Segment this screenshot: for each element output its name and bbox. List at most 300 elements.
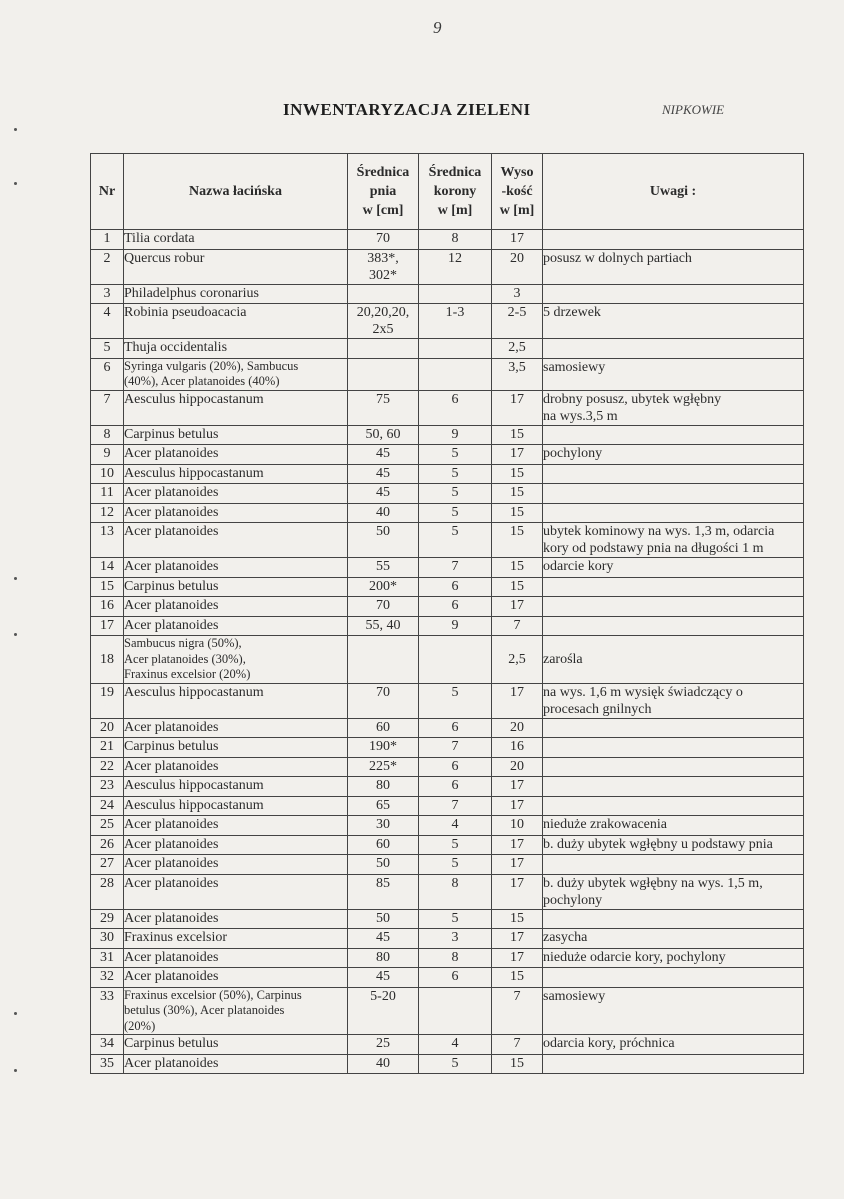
cell-notes xyxy=(543,855,804,875)
cell-notes xyxy=(543,738,804,758)
header-line: -kość xyxy=(501,184,533,199)
cell-height: 15 xyxy=(492,503,543,523)
cell-latin-name xyxy=(124,929,348,949)
cell-nr: 3 xyxy=(91,284,124,304)
table-row xyxy=(91,484,804,504)
trunk-value: 302* xyxy=(369,267,397,283)
header-line: w [cm] xyxy=(362,203,404,218)
latin-name-line: Aesculus hippocastanum xyxy=(124,778,264,793)
cell-crown-diameter: 3 xyxy=(419,929,492,949)
cell-latin-name xyxy=(124,683,348,718)
cell-nr: 27 xyxy=(91,855,124,875)
trunk-value: 5-20 xyxy=(370,988,396,1004)
cell-latin-name xyxy=(124,425,348,445)
cell-nr: 10 xyxy=(91,464,124,484)
cell-crown-diameter: 5 xyxy=(419,835,492,855)
cell-height: 15 xyxy=(492,558,543,578)
cell-notes xyxy=(543,249,804,284)
cell-trunk-diameter xyxy=(348,523,419,558)
cell-notes xyxy=(543,597,804,617)
table-row xyxy=(91,304,804,339)
margin-mark xyxy=(14,633,17,636)
cell-trunk-diameter xyxy=(348,464,419,484)
note-line: posusz w dolnych partiach xyxy=(543,250,692,266)
note-line: zasycha xyxy=(543,930,588,945)
cell-crown-diameter xyxy=(419,284,492,304)
trunk-value: 85 xyxy=(376,875,390,891)
cell-nr: 28 xyxy=(91,874,124,909)
note-line: ubytek kominowy na wys. 1,3 m, odarcia xyxy=(543,524,775,539)
cell-latin-name xyxy=(124,484,348,504)
cell-notes xyxy=(543,816,804,836)
cell-height: 20 xyxy=(492,718,543,738)
note-line: b. duży ubytek wgłębny na wys. 1,5 m, xyxy=(543,875,763,891)
trunk-value: 50 xyxy=(376,910,390,926)
cell-nr: 13 xyxy=(91,523,124,558)
cell-notes xyxy=(543,929,804,949)
latin-name-line: Acer platanoides xyxy=(124,446,219,461)
cell-nr: 19 xyxy=(91,683,124,718)
margin-mark xyxy=(14,128,17,131)
trunk-value: 55 xyxy=(376,559,390,574)
cell-trunk-diameter xyxy=(348,796,419,816)
cell-notes xyxy=(543,777,804,797)
table-row xyxy=(91,464,804,484)
cell-crown-diameter: 5 xyxy=(419,464,492,484)
table-row xyxy=(91,230,804,250)
table-row xyxy=(91,909,804,929)
latin-name-line: Acer platanoides xyxy=(124,875,219,891)
cell-trunk-diameter xyxy=(348,249,419,284)
cell-nr: 25 xyxy=(91,816,124,836)
table-row xyxy=(91,1035,804,1055)
cell-height: 17 xyxy=(492,445,543,465)
cell-notes xyxy=(543,1054,804,1074)
latin-name-line: Syringa vulgaris (20%), Sambucus xyxy=(124,358,299,373)
cell-height: 20 xyxy=(492,249,543,284)
cell-height: 15 xyxy=(492,968,543,988)
header-line: korony xyxy=(433,184,477,199)
cell-crown-diameter: 6 xyxy=(419,968,492,988)
cell-latin-name xyxy=(124,948,348,968)
cell-nr: 30 xyxy=(91,929,124,949)
latin-name-line: Acer platanoides xyxy=(124,817,219,832)
cell-height: 2,5 xyxy=(492,339,543,359)
table-row xyxy=(91,874,804,909)
cell-latin-name xyxy=(124,597,348,617)
cell-nr: 12 xyxy=(91,503,124,523)
table-row xyxy=(91,855,804,875)
cell-nr: 15 xyxy=(91,577,124,597)
header-name: Nazwa łacińska xyxy=(124,154,348,230)
table-row xyxy=(91,948,804,968)
cell-height: 16 xyxy=(492,738,543,758)
page-number: 9 xyxy=(433,18,442,37)
table-row xyxy=(91,757,804,777)
trunk-value: 30 xyxy=(376,817,390,832)
cell-height: 17 xyxy=(492,230,543,250)
trunk-value: 60 xyxy=(376,719,390,735)
cell-height: 17 xyxy=(492,683,543,718)
table-row xyxy=(91,816,804,836)
table-row xyxy=(91,558,804,578)
cell-crown-diameter: 12 xyxy=(419,249,492,284)
cell-trunk-diameter xyxy=(348,503,419,523)
latin-name-line: Carpinus betulus xyxy=(124,426,219,442)
latin-name-line: Aesculus hippocastanum xyxy=(124,391,264,407)
trunk-value: 50 xyxy=(376,856,390,871)
latin-name-line: Acer platanoides xyxy=(124,969,219,984)
trunk-value: 2x5 xyxy=(372,322,394,337)
cell-latin-name xyxy=(124,358,348,390)
cell-notes xyxy=(543,284,804,304)
cell-nr: 24 xyxy=(91,796,124,816)
cell-trunk-diameter xyxy=(348,230,419,250)
trunk-value: 80 xyxy=(376,778,390,793)
table-row xyxy=(91,577,804,597)
trunk-value: 225* xyxy=(369,758,397,774)
header-line: Wyso xyxy=(500,165,534,180)
latin-name-line: Acer platanoides xyxy=(124,598,219,613)
cell-trunk-diameter xyxy=(348,757,419,777)
table-row xyxy=(91,249,804,284)
cell-crown-diameter: 5 xyxy=(419,445,492,465)
cell-trunk-diameter xyxy=(348,577,419,597)
latin-name-line: Acer platanoides xyxy=(124,504,219,520)
margin-mark xyxy=(14,1012,17,1015)
cell-trunk-diameter xyxy=(348,484,419,504)
margin-mark xyxy=(14,182,17,185)
cell-latin-name xyxy=(124,284,348,304)
cell-trunk-diameter xyxy=(348,339,419,359)
cell-notes xyxy=(543,230,804,250)
cell-nr: 33 xyxy=(91,987,124,1035)
cell-trunk-diameter xyxy=(348,616,419,636)
latin-name-line: (40%), Acer platanoides (40%) xyxy=(124,374,280,388)
latin-name-line: Carpinus betulus xyxy=(124,578,219,594)
cell-height: 17 xyxy=(492,777,543,797)
trunk-value: 190* xyxy=(369,739,397,754)
header-crown-diameter xyxy=(419,154,492,230)
cell-height: 15 xyxy=(492,577,543,597)
table-row xyxy=(91,616,804,636)
cell-notes xyxy=(543,577,804,597)
cell-crown-diameter: 8 xyxy=(419,230,492,250)
table-row xyxy=(91,987,804,1035)
cell-crown-diameter: 7 xyxy=(419,738,492,758)
cell-height: 17 xyxy=(492,390,543,425)
margin-mark xyxy=(14,1069,17,1072)
cell-latin-name xyxy=(124,757,348,777)
table-row xyxy=(91,636,804,684)
latin-name-line: Thuja occidentalis xyxy=(124,340,228,355)
cell-latin-name xyxy=(124,1035,348,1055)
table-body xyxy=(91,230,804,1074)
cell-nr: 32 xyxy=(91,968,124,988)
cell-notes xyxy=(543,874,804,909)
cell-notes xyxy=(543,445,804,465)
latin-name-line: Carpinus betulus xyxy=(124,1036,219,1051)
cell-crown-diameter: 5 xyxy=(419,523,492,558)
cell-latin-name xyxy=(124,249,348,284)
cell-latin-name xyxy=(124,636,348,684)
table-row xyxy=(91,718,804,738)
latin-name-line: Acer platanoides xyxy=(124,836,219,852)
cell-height: 17 xyxy=(492,855,543,875)
cell-height: 20 xyxy=(492,757,543,777)
cell-latin-name xyxy=(124,738,348,758)
cell-trunk-diameter xyxy=(348,909,419,929)
cell-height: 7 xyxy=(492,987,543,1035)
latin-name-line: Acer platanoides xyxy=(124,524,219,539)
trunk-value: 75 xyxy=(376,391,390,407)
header-height xyxy=(492,154,543,230)
trunk-value: 383*, xyxy=(367,250,399,266)
note-line: nieduże zrakowacenia xyxy=(543,817,667,832)
cell-trunk-diameter xyxy=(348,718,419,738)
latin-name-line: Aesculus hippocastanum xyxy=(124,465,264,481)
cell-latin-name xyxy=(124,816,348,836)
note-line: pochylony xyxy=(543,892,603,908)
table-row xyxy=(91,390,804,425)
cell-latin-name xyxy=(124,523,348,558)
cell-notes xyxy=(543,304,804,339)
cell-nr: 6 xyxy=(91,358,124,390)
cell-trunk-diameter xyxy=(348,855,419,875)
cell-trunk-diameter xyxy=(348,597,419,617)
cell-nr: 7 xyxy=(91,390,124,425)
cell-nr: 5 xyxy=(91,339,124,359)
cell-notes xyxy=(543,503,804,523)
cell-notes xyxy=(543,339,804,359)
cell-notes xyxy=(543,796,804,816)
table-row xyxy=(91,284,804,304)
cell-crown-diameter: 6 xyxy=(419,597,492,617)
header-notes: Uwagi : xyxy=(543,154,804,230)
latin-name-line: Aesculus hippocastanum xyxy=(124,684,264,700)
header-line: w [m] xyxy=(437,203,473,218)
cell-latin-name xyxy=(124,577,348,597)
latin-name-line: Acer platanoides (30%), xyxy=(124,651,246,666)
table-row xyxy=(91,425,804,445)
cell-notes xyxy=(543,757,804,777)
cell-notes xyxy=(543,558,804,578)
note-line: odarcie kory xyxy=(543,559,614,574)
cell-height: 15 xyxy=(492,523,543,558)
document-title: INWENTARYZACJA ZIELENI xyxy=(283,100,531,119)
latin-name-line: Robinia pseudoacacia xyxy=(124,305,247,320)
table-row xyxy=(91,929,804,949)
cell-trunk-diameter xyxy=(348,968,419,988)
cell-trunk-diameter xyxy=(348,683,419,718)
location-label: NIPKOWIE xyxy=(662,102,725,117)
cell-latin-name xyxy=(124,874,348,909)
note-line: drobny posusz, ubytek wgłębny xyxy=(543,391,722,407)
cell-trunk-diameter xyxy=(348,835,419,855)
cell-height: 2-5 xyxy=(492,304,543,339)
table-row xyxy=(91,597,804,617)
cell-trunk-diameter xyxy=(348,874,419,909)
note-line: 5 drzewek xyxy=(543,305,601,320)
cell-trunk-diameter xyxy=(348,1035,419,1055)
cell-crown-diameter: 6 xyxy=(419,757,492,777)
cell-nr: 26 xyxy=(91,835,124,855)
trunk-value: 60 xyxy=(376,836,390,852)
note-line: nieduże odarcie kory, pochylony xyxy=(543,949,726,965)
cell-trunk-diameter xyxy=(348,816,419,836)
cell-notes xyxy=(543,968,804,988)
cell-latin-name xyxy=(124,445,348,465)
header-line: pnia xyxy=(369,184,397,199)
latin-name-line: Acer platanoides xyxy=(124,856,219,871)
cell-height: 15 xyxy=(492,425,543,445)
latin-name-line: Acer platanoides xyxy=(124,910,219,926)
cell-nr: 17 xyxy=(91,616,124,636)
cell-height: 17 xyxy=(492,597,543,617)
latin-name-line: Acer platanoides xyxy=(124,949,219,965)
note-line: procesach gnilnych xyxy=(543,701,652,717)
cell-height: 15 xyxy=(492,909,543,929)
cell-height: 15 xyxy=(492,464,543,484)
latin-name-line: Aesculus hippocastanum xyxy=(124,797,264,813)
trunk-value: 70 xyxy=(376,598,390,613)
cell-trunk-diameter xyxy=(348,948,419,968)
cell-height: 7 xyxy=(492,1035,543,1055)
cell-notes xyxy=(543,358,804,390)
cell-crown-diameter xyxy=(419,339,492,359)
header-nr: Nr xyxy=(91,154,124,230)
header-line: Średnica xyxy=(428,165,482,180)
cell-latin-name xyxy=(124,304,348,339)
cell-notes xyxy=(543,835,804,855)
cell-trunk-diameter xyxy=(348,777,419,797)
cell-latin-name xyxy=(124,718,348,738)
cell-trunk-diameter xyxy=(348,390,419,425)
table-header-row xyxy=(91,154,804,230)
latin-name-line: Sambucus nigra (50%), xyxy=(124,636,242,650)
cell-notes xyxy=(543,484,804,504)
header-trunk-diameter xyxy=(348,154,419,230)
trunk-value: 40 xyxy=(376,1055,390,1071)
cell-height: 17 xyxy=(492,796,543,816)
note-line: na wys. 1,6 m wysięk świadczący o xyxy=(543,684,743,700)
cell-latin-name xyxy=(124,796,348,816)
latin-name-line: Acer platanoides xyxy=(124,617,219,633)
cell-crown-diameter: 7 xyxy=(419,558,492,578)
note-line: samosiewy xyxy=(543,988,606,1004)
table-row xyxy=(91,358,804,390)
cell-height: 17 xyxy=(492,948,543,968)
cell-nr: 22 xyxy=(91,757,124,777)
trunk-value: 70 xyxy=(376,684,390,700)
cell-latin-name xyxy=(124,464,348,484)
cell-nr: 14 xyxy=(91,558,124,578)
cell-latin-name xyxy=(124,616,348,636)
table-row xyxy=(91,835,804,855)
trunk-value: 25 xyxy=(376,1036,390,1051)
cell-nr: 18 xyxy=(91,636,124,684)
cell-latin-name xyxy=(124,1054,348,1074)
cell-nr: 34 xyxy=(91,1035,124,1055)
latin-name-line: Acer platanoides xyxy=(124,719,219,735)
latin-name-line: Acer platanoides xyxy=(124,485,219,500)
cell-crown-diameter: 5 xyxy=(419,855,492,875)
cell-nr: 16 xyxy=(91,597,124,617)
latin-name-line: (20%) xyxy=(124,1018,156,1033)
cell-nr: 4 xyxy=(91,304,124,339)
cell-height: 17 xyxy=(492,929,543,949)
cell-notes xyxy=(543,425,804,445)
cell-crown-diameter: 8 xyxy=(419,948,492,968)
cell-crown-diameter: 5 xyxy=(419,503,492,523)
cell-crown-diameter: 1-3 xyxy=(419,304,492,339)
cell-crown-diameter: 5 xyxy=(419,484,492,504)
cell-nr: 29 xyxy=(91,909,124,929)
cell-latin-name xyxy=(124,835,348,855)
cell-height: 3,5 xyxy=(492,358,543,390)
cell-nr: 21 xyxy=(91,738,124,758)
cell-trunk-diameter xyxy=(348,1054,419,1074)
cell-crown-diameter: 9 xyxy=(419,425,492,445)
cell-crown-diameter: 8 xyxy=(419,874,492,909)
note-line: b. duży ubytek wgłębny u podstawy pnia xyxy=(543,836,773,852)
cell-crown-diameter xyxy=(419,358,492,390)
cell-latin-name xyxy=(124,390,348,425)
latin-name-line: Fraxinus excelsior (50%), Carpinus xyxy=(124,987,302,1002)
cell-crown-diameter: 9 xyxy=(419,616,492,636)
cell-latin-name xyxy=(124,987,348,1035)
trunk-value: 55, 40 xyxy=(365,617,401,633)
cell-trunk-diameter xyxy=(348,987,419,1035)
cell-nr: 11 xyxy=(91,484,124,504)
latin-name-line: Fraxinus excelsior (20%) xyxy=(124,667,251,681)
cell-height: 15 xyxy=(492,1054,543,1074)
trunk-value: 45 xyxy=(376,485,390,500)
cell-trunk-diameter xyxy=(348,445,419,465)
cell-nr: 9 xyxy=(91,445,124,465)
table-row xyxy=(91,777,804,797)
latin-name-line: Philadelphus coronarius xyxy=(124,285,259,301)
trunk-value: 65 xyxy=(376,797,390,813)
note-line: pochylony xyxy=(543,446,603,461)
cell-trunk-diameter xyxy=(348,558,419,578)
trunk-value: 45 xyxy=(376,930,390,945)
header-line: w [m] xyxy=(499,203,535,218)
table-row xyxy=(91,339,804,359)
cell-notes xyxy=(543,948,804,968)
cell-crown-diameter: 4 xyxy=(419,816,492,836)
table-row xyxy=(91,523,804,558)
latin-name-line: betulus (30%), Acer platanoides xyxy=(124,1003,285,1017)
cell-height: 17 xyxy=(492,874,543,909)
cell-notes xyxy=(543,683,804,718)
cell-trunk-diameter xyxy=(348,284,419,304)
cell-crown-diameter: 7 xyxy=(419,796,492,816)
cell-nr: 1 xyxy=(91,230,124,250)
note-line: na wys.3,5 m xyxy=(543,408,618,424)
cell-nr: 8 xyxy=(91,425,124,445)
cell-crown-diameter: 4 xyxy=(419,1035,492,1055)
note-line: zarośla xyxy=(543,651,583,667)
trunk-value: 45 xyxy=(376,446,390,461)
cell-height: 15 xyxy=(492,484,543,504)
cell-nr: 23 xyxy=(91,777,124,797)
header-line: Średnica xyxy=(356,165,410,180)
latin-name-line: Quercus robur xyxy=(124,250,205,266)
cell-nr: 31 xyxy=(91,948,124,968)
cell-notes xyxy=(543,523,804,558)
cell-trunk-diameter xyxy=(348,929,419,949)
